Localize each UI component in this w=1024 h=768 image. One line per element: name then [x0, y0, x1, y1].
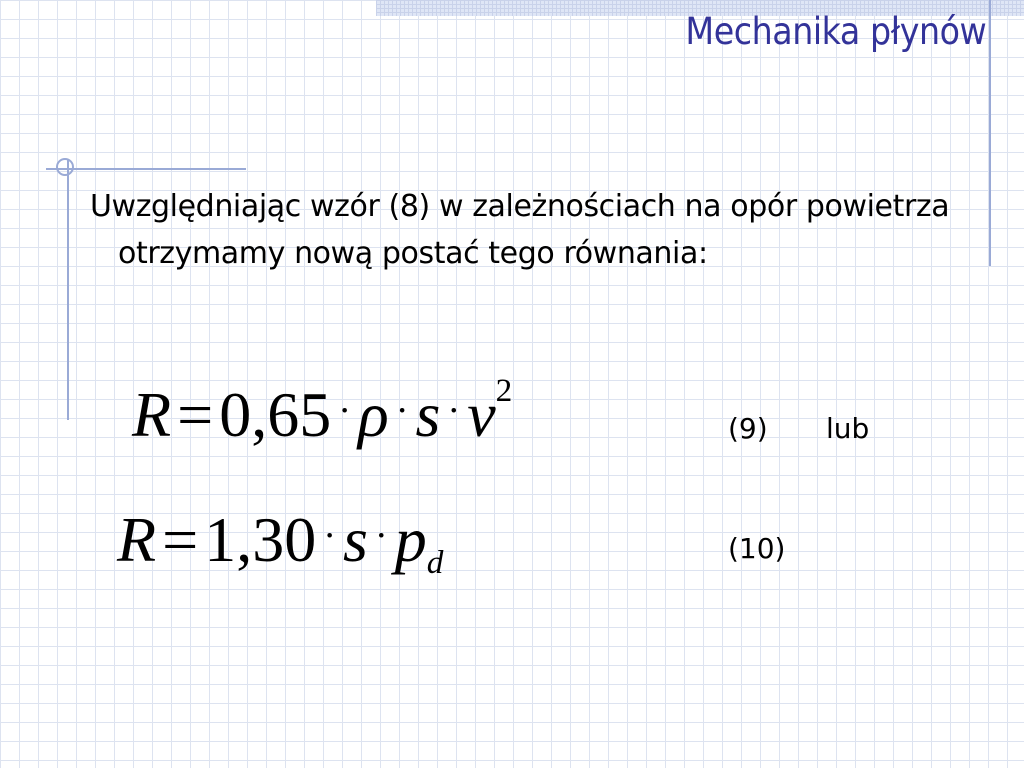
formula-9-exponent: 2: [495, 372, 513, 410]
ring-ornament-icon: [56, 158, 74, 176]
formula-10-p: p: [394, 504, 427, 575]
left-accent-line: [67, 160, 69, 420]
formula-9-rho: ρ: [357, 379, 389, 450]
formula-10-subscript: d: [426, 543, 444, 581]
formula-10-equals: =: [162, 504, 199, 575]
formula-9-lhs: R: [132, 379, 172, 450]
multiply-dot: ·: [395, 389, 409, 432]
formula-10: [117, 503, 444, 581]
body-paragraph: Uwzględniając wzór (8) w zależnościach na opór powietrza otrzymamy nową postać tego równania:: [90, 189, 950, 271]
multiply-dot: ·: [323, 514, 336, 557]
formula-10-lhs: R: [117, 504, 157, 575]
horizontal-accent-line: [46, 168, 246, 170]
multiply-dot: ·: [338, 389, 351, 432]
equation-number-10: (10): [728, 532, 786, 565]
formula-9-v: v: [467, 379, 496, 450]
multiply-dot: ·: [374, 514, 388, 557]
formula-9-coefficient: 0,65: [219, 379, 332, 450]
formula-9-equals: =: [177, 379, 214, 450]
connector-text: lub: [826, 412, 870, 445]
multiply-dot: ·: [447, 389, 461, 432]
right-accent-line: [989, 0, 991, 266]
formula-9: [132, 372, 513, 452]
slide-title: Mechanika płynów: [685, 10, 986, 53]
formula-9-s: s: [415, 379, 441, 450]
formula-10-coefficient: 1,30: [204, 504, 317, 575]
equation-number-9: (9): [728, 412, 768, 445]
formula-10-s: s: [342, 504, 368, 575]
